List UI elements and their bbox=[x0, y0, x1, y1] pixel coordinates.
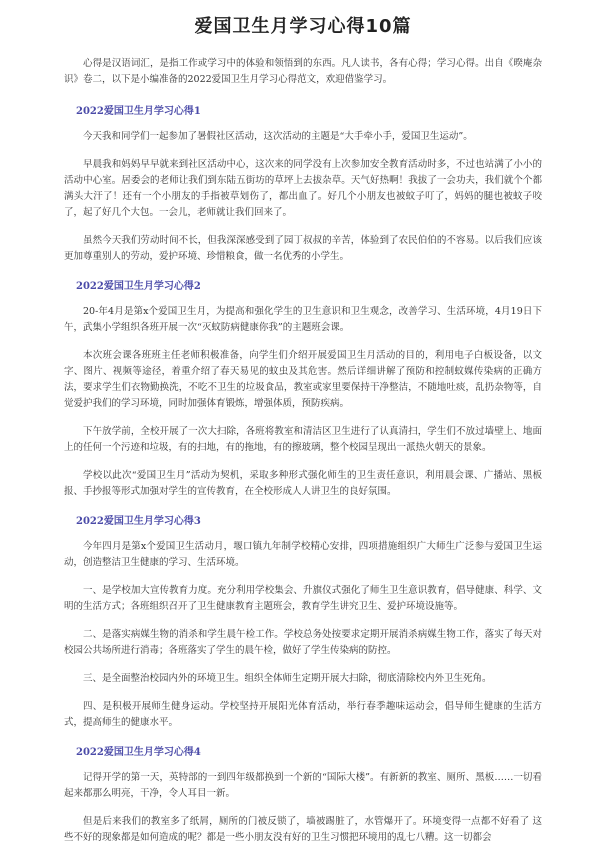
body-paragraph: 20-年4月是第x个爱国卫生月，为提高和强化学生的卫生意识和卫生观念，改善学习、生活环境，4月19日下午，武集小学组织各班开展一次“灭蚊防病健康你我”的主题班会课。 bbox=[64, 306, 542, 333]
body-paragraph: 虽然今天我们劳动时间不长，但我深深感受到了园丁叔叔的辛苦，体验到了农民伯伯的不容易。以后我们应该更加尊重别人的劳动，爱护环境、珍惜粮食，做一名优秀的小学生。 bbox=[64, 235, 542, 262]
page-title: 爱国卫生月学习心得10篇 bbox=[194, 16, 412, 37]
body-paragraph: 早晨我和妈妈早早就来到社区活动中心，这次来的同学没有上次参加安全教育活动时多，不过也站满了小小的活动中心室。居委会的老师让我们到东陆五街坊的草坪上去拔杂草。天气好热啊！我拔了一会功夫，我们就个个都满头大汗了！还有一个小朋友的手指被草划伤了，都出血了。好几个小朋友也被蚊子叮了，妈妈的腿也被蚊子咬了，起了好几个大包。一会儿，老师就让我们回来了。 bbox=[64, 159, 542, 218]
body-paragraph: 一、是学校加大宣传教育力度。充分利用学校集会、升旗仪式强化了师生卫生意识教育，倡导健康、科学、文明的生活方式；各班组织召开了卫生健康教育主题班会，教育学生讲究卫生、爱护环境设施等。 bbox=[64, 585, 542, 612]
body-paragraph: 二、是落实病媒生物的消杀和学生晨午检工作。学校总务处按要求定期开展消杀病媒生物工作，落实了每天对校园公共场所进行消毒；各班落实了学生的晨午检，做好了学生传染病的防控。 bbox=[64, 629, 542, 656]
body-paragraph: 本次班会课各班班主任老师积极准备，向学生们介绍开展爱国卫生月活动的目的，利用电子白板设备，以文字、图片、视频等途径，着重介绍了春天易见的蚊虫及其危害。然后详细讲解了预防和控制蚊媒传染病的正确方法，要求学生们衣物勤换洗，不吃不卫生的垃圾食品，教室或家里要保持干净整洁，不随地吐痰，乱扔杂物等，自觉爱护我们的学习环境，同时加强体育锻炼，增强体质，预防疾病。 bbox=[64, 350, 542, 409]
body-paragraph: 学校以此次“爱国卫生月”活动为契机，采取多种形式强化师生的卫生责任意识，利用晨会课、广播站、黑板报、手抄报等形式加强对学生的宣传教育，在全校形成人人讲卫生的良好氛围。 bbox=[64, 470, 542, 497]
section-heading: 2022爱国卫生月学习心得4 bbox=[76, 747, 201, 758]
body-paragraph: 四、是积极开展师生健身运动。学校坚持开展阳光体育活动，举行春季趣味运动会，倡导师生健康的生活方式，提高师生的健康水平。 bbox=[64, 701, 542, 728]
section-heading: 2022爱国卫生月学习心得1 bbox=[76, 106, 201, 117]
body-paragraph: 但是后来我们的教室多了纸屑，厕所的门被反锁了，墙被踢脏了，水管爆开了。环境变得一点都不好看了 这些不好的现象都是如何造成的呢？都是一些小朋友没有好的卫生习惯把环境用的乱七八糟。这一切都会 bbox=[64, 816, 542, 843]
body-paragraph: 下午放学前，全校开展了一次大扫除，各班将教室和清洁区卫生进行了认真清扫，学生们不放过墙壁上、地面上的任何一个污迹和垃圾，有的扫地，有的拖地，有的擦玻璃，整个校园呈现出一派热火朝天的景象。 bbox=[64, 426, 542, 453]
section-heading: 2022爱国卫生月学习心得2 bbox=[76, 281, 201, 292]
body-paragraph: 记得开学的第一天，英特部的一到四年级都换到一个新的“国际大楼”。有新新的教室、厕所、黑板……一切看起来都那么明亮，干净，令人耳目一新。 bbox=[64, 772, 542, 799]
intro-paragraph: 心得是汉语词汇，是指工作或学习中的体验和领悟到的东西。凡人读书，各有心得；学习心得。出自《暌庵杂识》卷二，以下是小编准备的2022爱国卫生月学习心得范文，欢迎借鉴学习。 bbox=[64, 58, 542, 85]
section-heading: 2022爱国卫生月学习心得3 bbox=[76, 516, 201, 527]
body-paragraph: 今天我和同学们一起参加了暑假社区活动，这次活动的主题是“大手牵小手，爱国卫生运动”。 bbox=[83, 131, 473, 142]
body-paragraph: 今年四月是第x个爱国卫生活动月，堰口镇九年制学校精心安排，四项措施组织广大师生广泛参与爱国卫生运动，创造整洁卫生健康的学习、生活环境。 bbox=[64, 541, 542, 568]
body-paragraph: 三、是全面整治校园内外的环境卫生。组织全体师生定期开展大扫除，彻底清除校内外卫生死角。 bbox=[83, 673, 492, 684]
